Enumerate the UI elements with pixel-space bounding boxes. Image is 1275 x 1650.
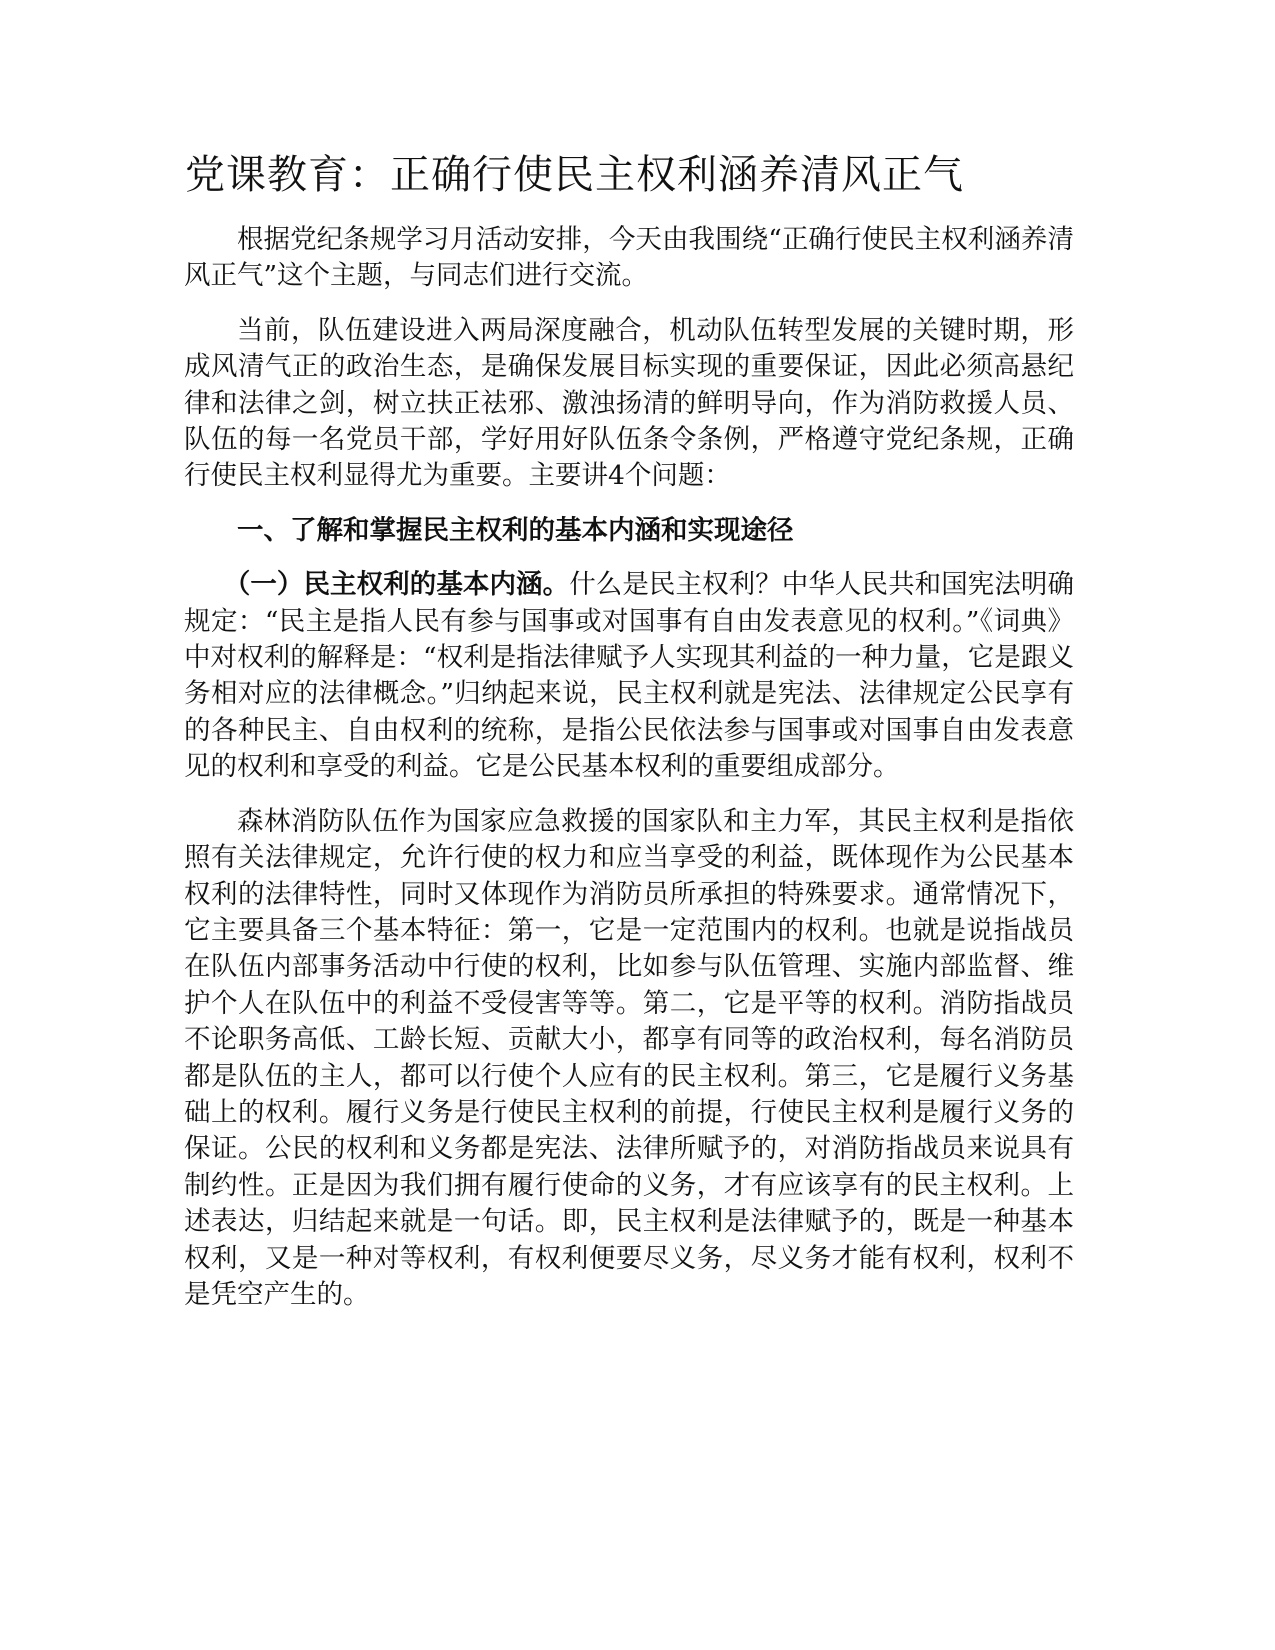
intro-paragraph: 根据党纪条规学习月活动安排，今天由我围绕“正确行使民主权利涵养清风正气”这个主题，与同志们进行交流。 [184,224,1074,292]
document-title: 党课教育：正确行使民主权利涵养清风正气 [185,152,964,198]
section-heading-1: 一、了解和掌握民主权利的基本内涵和实现途径 [237,514,794,546]
subsection-text-1: 什么是民主权利？中华人民共和国宪法明确规定：“民主是指人民有参与国事或对国事有自由发表意见的权利。”《词典》中对权利的解释是：“权利是指法律赋予人实现其利益的一种力量，它是跟义务相对应的法律概念。”归纳起来说，民主权利就是宪法、法律规定公民享有的各种民主、自由权利的统称，是指公民依法参与国事或对国事自由发表意见的权利和享受的利益。它是公民基本权利的重要组成部分。 [184,569,1075,783]
document-body [184,222,1074,1331]
subsection-lead-1: （一）民主权利的基本内涵。 [223,569,570,601]
subsection-paragraph-1 [184,567,1074,785]
context-paragraph: 当前，队伍建设进入两局深度融合，机动队伍转型发展的关键时期，形成风清气正的政治生态，是确保发展目标实现的重要保证，因此必须高悬纪律和法律之剑，树立扶正祛邪、激浊扬清的鲜明导向，作为消防救援人员、队伍的每一名党员干部，学好用好队伍条令条例，严格遵守党纪条规，正确行使民主权利显得尤为重要。主要讲4个问题： [184,314,1074,492]
forest-fire-paragraph: 森林消防队伍作为国家应急救援的国家队和主力军，其民主权利是指依照有关法律规定，允许行使的权力和应当享受的利益，既体现作为公民基本权利的法律特性，同时又体现作为消防员所承担的特殊要求。通常情况下，它主要具备三个基本特征：第一，它是一定范围内的权利。也就是说指战员在队伍内部事务活动中行使的权利，比如参与队伍管理、实施内部监督、维护个人在队伍中的利益不受侵害等等。第二，它是平等的权利。消防指战员不论职务高低、工龄长短、贡献大小，都享有同等的政治权利，每名消防员都是队伍的主人，都可以行使个人应有的民主权利。第三，它是履行义务基础上的权利。履行义务是行使民主权利的前提，行使民主权利是履行义务的保证。公民的权利和义务都是宪法、法律所赋予的，对消防指战员来说具有制约性。正是因为我们拥有履行使命的义务，才有应该享有的民主权利。上述表达，归结起来就是一句话。即，民主权利是法律赋予的，既是一种基本权利，又是一种对等权利，有权利便要尽义务，尽义务才能有权利，权利不是凭空产生的。 [184,805,1074,1310]
